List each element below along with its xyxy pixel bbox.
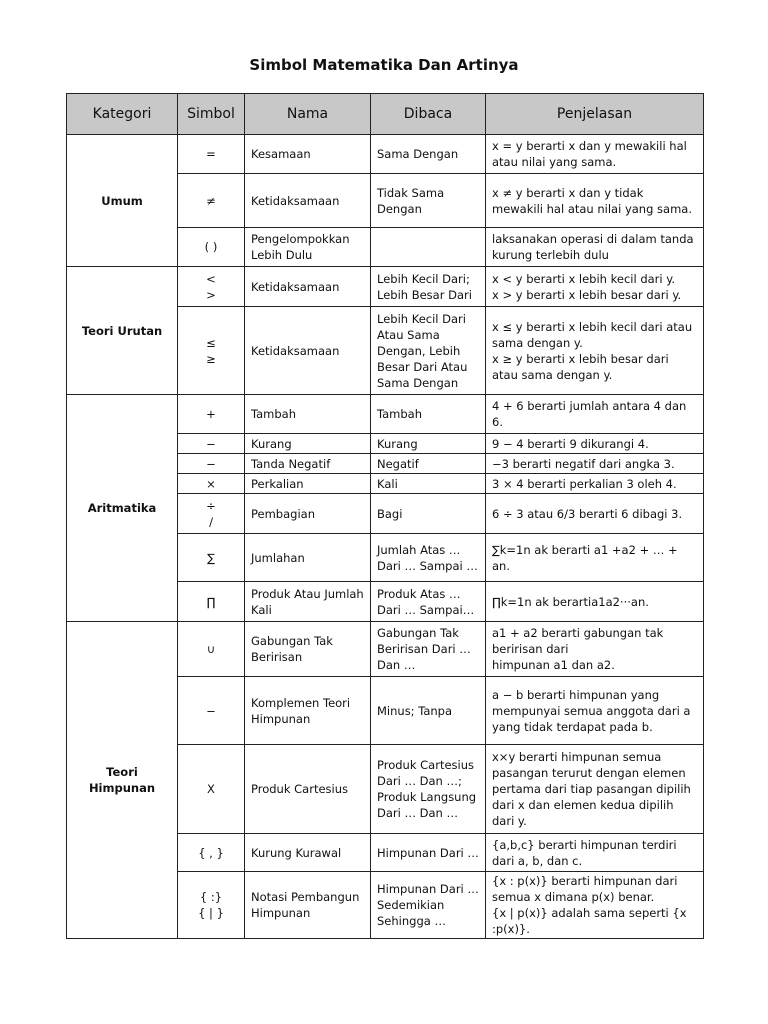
dibaca-cell: Bagi [371,494,486,534]
header-penjelasan: Penjelasan [486,94,704,135]
dibaca-cell: Lebih Kecil Dari; Lebih Besar Dari [371,267,486,307]
symbol-cell: + [178,395,245,434]
penjelasan-cell: 4 + 6 berarti jumlah antara 4 dan 6. [486,395,704,434]
penjelasan-cell: −3 berarti negatif dari angka 3. [486,454,704,474]
dibaca-cell: Kurang [371,434,486,454]
nama-cell: Notasi Pembangun Himpunan [245,872,371,939]
dibaca-cell: Kali [371,474,486,494]
header-nama: Nama [245,94,371,135]
dibaca-cell: Minus; Tanpa [371,677,486,745]
page-title: Simbol Matematika Dan Artinya [249,56,519,74]
penjelasan-cell: 6 ÷ 3 atau 6/3 berarti 6 dibagi 3. [486,494,704,534]
nama-cell: Komplemen Teori Himpunan [245,677,371,745]
penjelasan-cell: x×y berarti himpunan semua pasangan terurut dengan elemen pertama dari tiap pasangan dipilih dari x dan elemen kedua dipilih dari y. [486,745,704,834]
nama-cell: Produk Atau Jumlah Kali [245,582,371,622]
nama-cell: Produk Cartesius [245,745,371,834]
dibaca-cell: Negatif [371,454,486,474]
dibaca-cell: Jumlah Atas … Dari … Sampai … [371,534,486,582]
symbol-cell: ∪ [178,622,245,677]
penjelasan-cell: x = y berarti x dan y mewakili hal atau nilai yang sama. [486,135,704,174]
symbol-cell: ≤ ≥ [178,307,245,395]
symbol-cell: ∑ [178,534,245,582]
nama-cell: Jumlahan [245,534,371,582]
category-cell: Aritmatika [67,395,178,622]
dibaca-cell: Gabungan Tak Beririsan Dari … Dan … [371,622,486,677]
nama-cell: Kurung Kurawal [245,834,371,872]
symbol-table [66,93,704,939]
dibaca-cell: Sama Dengan [371,135,486,174]
nama-cell: Tambah [245,395,371,434]
category-cell: Teori Urutan [67,267,178,395]
header-kategori: Kategori [67,94,178,135]
nama-cell: Kesamaan [245,135,371,174]
symbol-cell: − [178,677,245,745]
dibaca-cell: Himpunan Dari … Sedemikian Sehingga … [371,872,486,939]
penjelasan-cell: a1 + a2 berarti gabungan tak beririsan dari himpunan a1 dan a2. [486,622,704,677]
dibaca-cell: Tambah [371,395,486,434]
symbol-cell: − [178,434,245,454]
penjelasan-cell: {a,b,c} berarti himpunan terdiri dari a, b, dan c. [486,834,704,872]
dibaca-cell: Produk Atas … Dari … Sampai… [371,582,486,622]
symbol-cell: { :} { | } [178,872,245,939]
nama-cell: Pembagian [245,494,371,534]
symbol-cell: ∏ [178,582,245,622]
symbol-cell: = [178,135,245,174]
header-row [67,94,704,135]
nama-cell: Ketidaksamaan [245,174,371,228]
symbol-cell: ( ) [178,228,245,267]
dibaca-cell: Tidak Sama Dengan [371,174,486,228]
nama-cell: Ketidaksamaan [245,307,371,395]
penjelasan-cell: {x : p(x)} berarti himpunan dari semua x dimana p(x) benar. {x | p(x)} adalah sama seperti {x :p(x)}. [486,872,704,939]
symbol-cell: < > [178,267,245,307]
table-row [67,395,704,434]
penjelasan-cell: a − b berarti himpunan yang mempunyai semua anggota dari a yang tidak terdapat pada b. [486,677,704,745]
nama-cell: Perkalian [245,474,371,494]
nama-cell: Ketidaksamaan [245,267,371,307]
nama-cell: Tanda Negatif [245,454,371,474]
penjelasan-cell: laksanakan operasi di dalam tanda kurung terlebih dulu [486,228,704,267]
nama-cell: Pengelompokkan Lebih Dulu [245,228,371,267]
penjelasan-cell: x < y berarti x lebih kecil dari y. x > y berarti x lebih besar dari y. [486,267,704,307]
table-row [67,135,704,174]
nama-cell: Kurang [245,434,371,454]
penjelasan-cell: ∑k=1n ak berarti a1 +a2 + … + an. [486,534,704,582]
penjelasan-cell: x ≤ y berarti x lebih kecil dari atau sama dengan y. x ≥ y berarti x lebih besar dari atau sama dengan y. [486,307,704,395]
table-row [67,267,704,307]
penjelasan-cell: x ≠ y berarti x dan y tidak mewakili hal atau nilai yang sama. [486,174,704,228]
dibaca-cell: Himpunan Dari … [371,834,486,872]
penjelasan-cell: 9 − 4 berarti 9 dikurangi 4. [486,434,704,454]
symbol-cell: ≠ [178,174,245,228]
table-row [67,622,704,677]
header-simbol: Simbol [178,94,245,135]
penjelasan-cell: 3 × 4 berarti perkalian 3 oleh 4. [486,474,704,494]
symbol-cell: ÷ / [178,494,245,534]
penjelasan-cell: ∏k=1n ak berartia1a2···an. [486,582,704,622]
symbol-cell: − [178,454,245,474]
nama-cell: Gabungan Tak Beririsan [245,622,371,677]
header-dibaca: Dibaca [371,94,486,135]
category-cell: Umum [67,135,178,267]
category-cell: Teori Himpunan [67,622,178,939]
symbol-cell: X [178,745,245,834]
dibaca-cell: Lebih Kecil Dari Atau Sama Dengan, Lebih Besar Dari Atau Sama Dengan [371,307,486,395]
dibaca-cell: Produk Cartesius Dari … Dan …; Produk Langsung Dari … Dan … [371,745,486,834]
symbol-cell: × [178,474,245,494]
dibaca-cell [371,228,486,267]
symbol-cell: { , } [178,834,245,872]
